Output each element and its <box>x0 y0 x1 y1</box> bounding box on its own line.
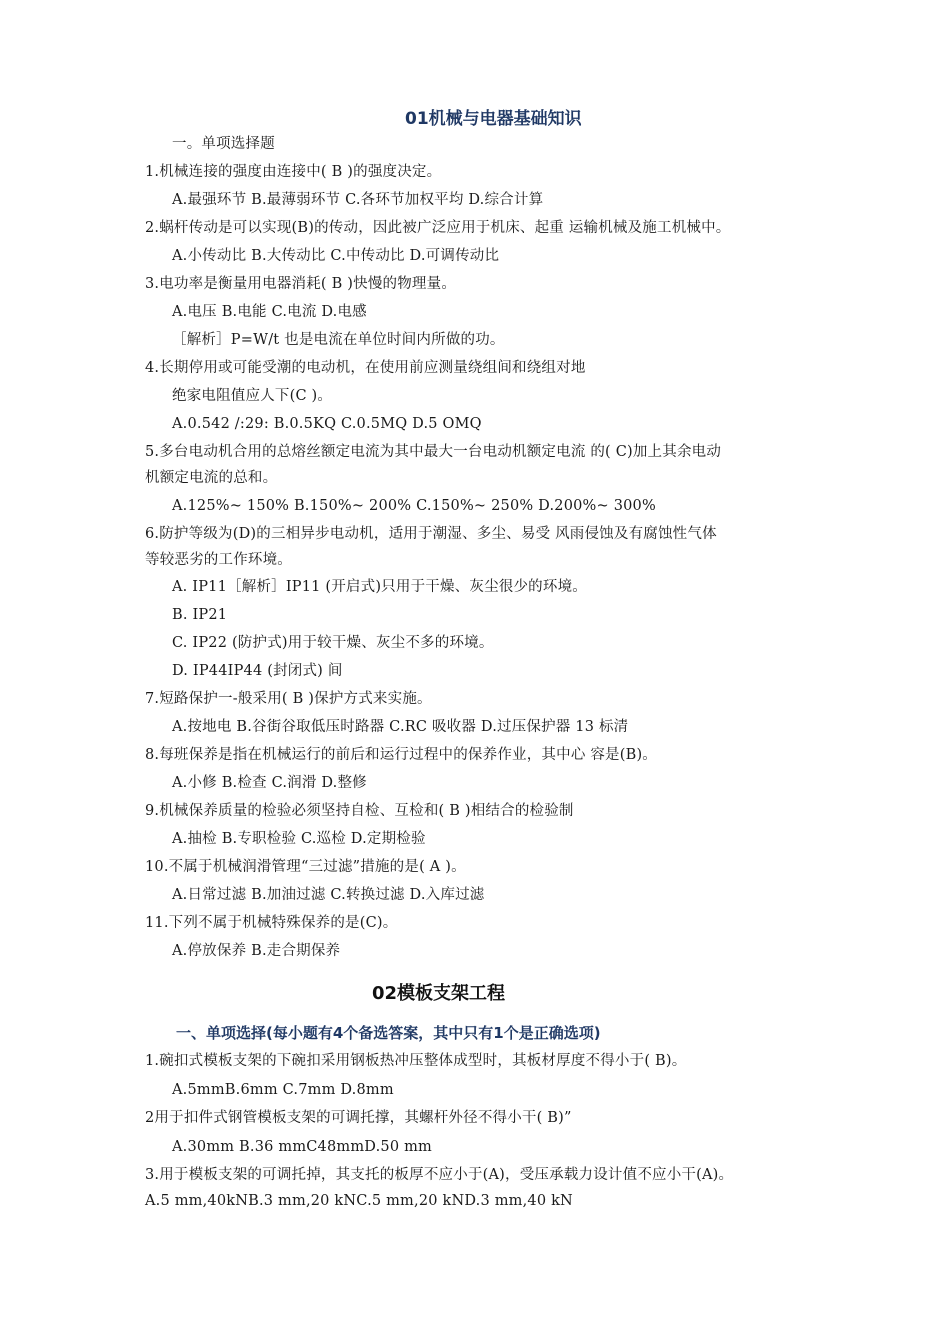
question-line: 8.每班保养是指在机械运行的前后和运行过程中的保养作业，其中心 容是(B)。 <box>145 747 658 763</box>
question-line: 5.多台电动机合用的总熔丝额定电流为其中最大一台电动机额定电流 的( C)加上其余电动 <box>145 444 722 460</box>
question-line: 1.机械连接的强度由连接中( B )的强度决定。 <box>145 164 442 180</box>
question-line: 3.电功率是衡量用电器消耗( B )快慢的物理量。 <box>145 276 457 292</box>
section-2-subtitle: 一、单项选择(每小题有4个备选答案，其中只有1个是正确选项) <box>176 1024 601 1042</box>
question-line: 9.机械保养质量的检验必须坚持自检、互检和( B )相结合的检验制 <box>145 803 574 819</box>
option-line: A.5mmB.6mm C.7mm D.8mm <box>172 1082 394 1098</box>
option-line: D. IP44IP44 (封闭式) 间 <box>172 663 343 679</box>
option-line: B. IP21 <box>172 607 228 623</box>
question-line: 1.碗扣式模板支架的下碗扣采用钢板热冲压整体成型时，其板材厚度不得小于( B)。 <box>145 1053 687 1069</box>
question-line: 4.长期停用或可能受潮的电动机，在使用前应测量绕组间和绕组对地 <box>145 360 586 376</box>
option-line: A. IP11［解析］IP11 (开启式)只用于干燥、灰尘很少的环境。 <box>172 579 587 595</box>
section-1-title: 01机械与电器基础知识 <box>405 109 582 129</box>
option-line: A.小传动比 B.大传动比 C.中传动比 D.可调传动比 <box>172 248 500 264</box>
option-line: C. IP22 (防护式)用于较干燥、灰尘不多的环境。 <box>172 635 494 651</box>
option-line: A.按地电 B.谷街谷取低压时路器 C.RC 吸收器 D.过压保护器 13 标清 <box>172 719 629 735</box>
option-line: A.日常过滤 B.加油过滤 C.转换过滤 D.入库过滤 <box>172 887 485 903</box>
question-line: 3.用于模板支架的可调托掉，其支托的板厚不应小于(A)，受压承载力设计值不应小干(A)。 <box>145 1167 734 1183</box>
question-line: 10.不属于机械润滑管理“三过滤”措施的是( A )。 <box>145 859 466 875</box>
question-line: 11.下列不属于机械特殊保养的是(C)。 <box>145 915 398 931</box>
question-line: 6.防护等级为(D)的三相异步电动机，适用于潮湿、多尘、易受 风雨侵蚀及有腐蚀性气体 <box>145 526 717 542</box>
option-line: A.小修 B.检查 C.润滑 D.整修 <box>172 775 367 791</box>
analysis-line: ［解析］P=W/t 也是电流在单位时间内所做的功。 <box>172 332 505 348</box>
option-line: A.电压 B.电能 C.电流 D.电感 <box>172 304 367 320</box>
question-line: 等较恶劣的工作环境。 <box>145 552 292 568</box>
option-line: A.125%~ 150% B.150%~ 200% C.150%~ 250% D.200%~ 300% <box>172 498 656 514</box>
question-line: 绝家电阻值应人下(C )。 <box>172 388 333 404</box>
option-line: A.停放保养 B.走合期保养 <box>172 943 341 959</box>
question-line: 机额定电流的总和。 <box>145 470 278 486</box>
section-2-title: 02模板支架工程 <box>372 983 506 1004</box>
option-line: A.5 mm,40kNB.3 mm,20 kNC.5 mm,20 kND.3 mm,40 kN <box>145 1193 573 1209</box>
section-1-subtitle: 一。单项选择题 <box>172 136 275 152</box>
option-line: A.0.542 /:29: B.0.5KQ C.0.5MQ D.5 OMQ <box>172 416 482 432</box>
question-line: 2用于扣件式钢管模板支架的可调托撑，其螺杆外径不得小干( B)” <box>145 1110 572 1126</box>
question-line: 2.蜗杆传动是可以实现(B)的传动，因此被广泛应用于机床、起重 运输机械及施工机械中。 <box>145 220 731 236</box>
option-line: A.30mm B.36 mmC48mmD.50 mm <box>172 1139 432 1155</box>
option-line: A.最强环节 B.最薄弱环节 C.各环节加权平均 D.综合计算 <box>172 192 544 208</box>
question-line: 7.短路保护一-般采用( B )保护方式来实施。 <box>145 691 432 707</box>
option-line: A.抽检 B.专职检验 C.巡检 D.定期检验 <box>172 831 426 847</box>
